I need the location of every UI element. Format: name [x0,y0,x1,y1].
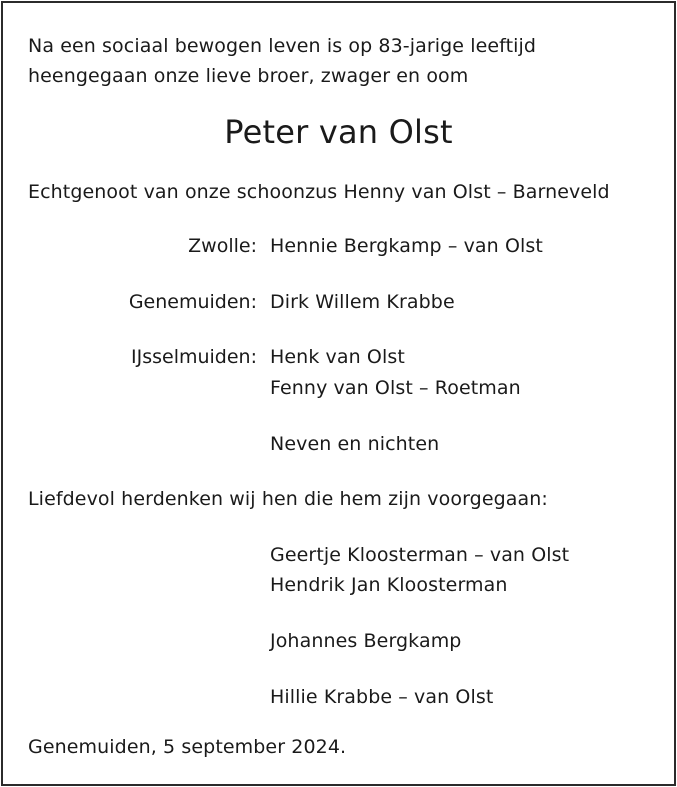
nephews-line: Neven en nichten [270,433,440,455]
relative-name: Henk van Olst [270,346,405,368]
predeceased-name: Geertje Kloosterman – van Olst [270,544,570,566]
predeceased-name: Johannes Bergkamp [270,630,462,652]
relative-place-ijsselmuiden: IJsselmuiden: [131,346,257,368]
intro-line-1: Na een sociaal bewogen leven is op 83-jarige leeftijd [28,35,537,57]
spouse-line: Echtgenoot van onze schoonzus Henny van Olst – Barneveld [28,181,610,203]
relative-place-zwolle: Zwolle: [188,235,257,257]
relative-name: Dirk Willem Krabbe [270,291,455,313]
closing-place-date: Genemuiden, 5 september 2024. [28,736,347,758]
intro-line-2: heengegaan onze lieve broer, zwager en oom [28,65,469,87]
relative-place-genemuiden: Genemuiden: [128,291,257,313]
deceased-name: Peter van Olst [224,113,453,151]
predeceased-name: Hillie Krabbe – van Olst [270,686,494,708]
remembrance-line: Liefdevol herdenken wij hen die hem zijn voorgegaan: [28,488,548,510]
predeceased-name: Hendrik Jan Kloosterman [270,574,508,596]
obituary-card [1,1,676,786]
relative-name: Hennie Bergkamp – van Olst [270,235,543,257]
relative-name: Fenny van Olst – Roetman [270,377,521,399]
